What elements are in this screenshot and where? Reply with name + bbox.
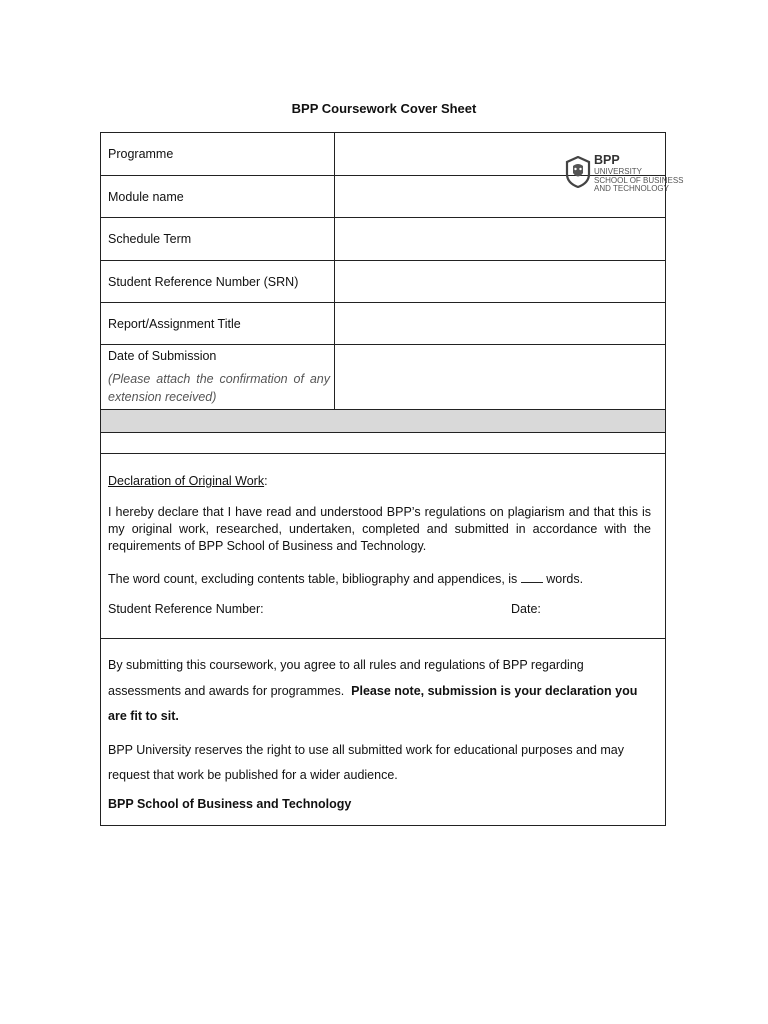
word-count-line: [108, 571, 651, 588]
cover-sheet-form: [100, 132, 684, 454]
logo-line-2: SCHOOL OF BUSINESS: [594, 175, 684, 185]
agreement-paragraph: [108, 653, 659, 730]
declaration-heading-colon: :: [264, 474, 268, 488]
date-of-submission-row: [101, 345, 665, 410]
srn-label: Student Reference Number (SRN): [101, 261, 335, 302]
bpp-logo: [565, 153, 684, 195]
shaded-separator-row: [101, 410, 665, 433]
declaration-srn-label: Student Reference Number:: [108, 602, 264, 616]
blank-row: [101, 433, 665, 454]
agreement-section: [100, 638, 666, 826]
declaration-section: [100, 453, 666, 639]
date-of-submission-cell: [101, 345, 335, 409]
srn-row: [101, 261, 665, 303]
lion-shield-icon: [565, 156, 591, 188]
logo-brand: BPP: [594, 153, 620, 167]
logo-line-1: UNIVERSITY: [594, 167, 643, 176]
reservation-paragraph: BPP University reserves the right to use all submitted work for educational purposes and may request that work be published for a wider audience.: [108, 742, 624, 782]
report-title-label: Report/Assignment Title: [101, 303, 335, 344]
fit-to-sit-note: Please note, submission is your declaration you are fit to sit.: [108, 683, 638, 723]
declaration-heading: [108, 473, 651, 490]
module-name-label: Module name: [101, 176, 335, 217]
word-count-prefix: The word count, excluding contents table, bibliography and appendices, is: [108, 572, 518, 586]
declaration-date-label: Date:: [511, 602, 541, 616]
programme-label: Programme: [101, 133, 335, 175]
schedule-term-label: Schedule Term: [101, 218, 335, 260]
date-of-submission-label: Date of Submission: [108, 349, 217, 363]
extension-note: (Please attach the confirmation of any extension received): [108, 372, 330, 404]
report-title-row: [101, 303, 665, 345]
schedule-term-row: [101, 218, 665, 261]
school-signature: BPP School of Business and Technology: [108, 796, 352, 811]
logo-subtitle: [594, 168, 684, 194]
page-title: BPP Coursework Cover Sheet: [291, 101, 477, 116]
word-count-blank[interactable]: [521, 571, 543, 583]
agreement-text: By submitting this coursework, you agree to all rules and regulations of BPP regarding assessments and awards for programmes.: [108, 658, 584, 698]
declaration-statement: I hereby declare that I have read and understood BPP’s regulations on plagiarism and that this is my original work, researched, undertaken, completed and submitted in accordance with the requirements of BPP School of Business and Technology.: [108, 505, 651, 553]
declaration-heading-text: Declaration of Original Work: [108, 474, 265, 488]
srn-date-line: [108, 601, 651, 618]
word-count-suffix: words.: [546, 572, 584, 586]
logo-line-3: AND TECHNOLOGY: [594, 184, 669, 193]
